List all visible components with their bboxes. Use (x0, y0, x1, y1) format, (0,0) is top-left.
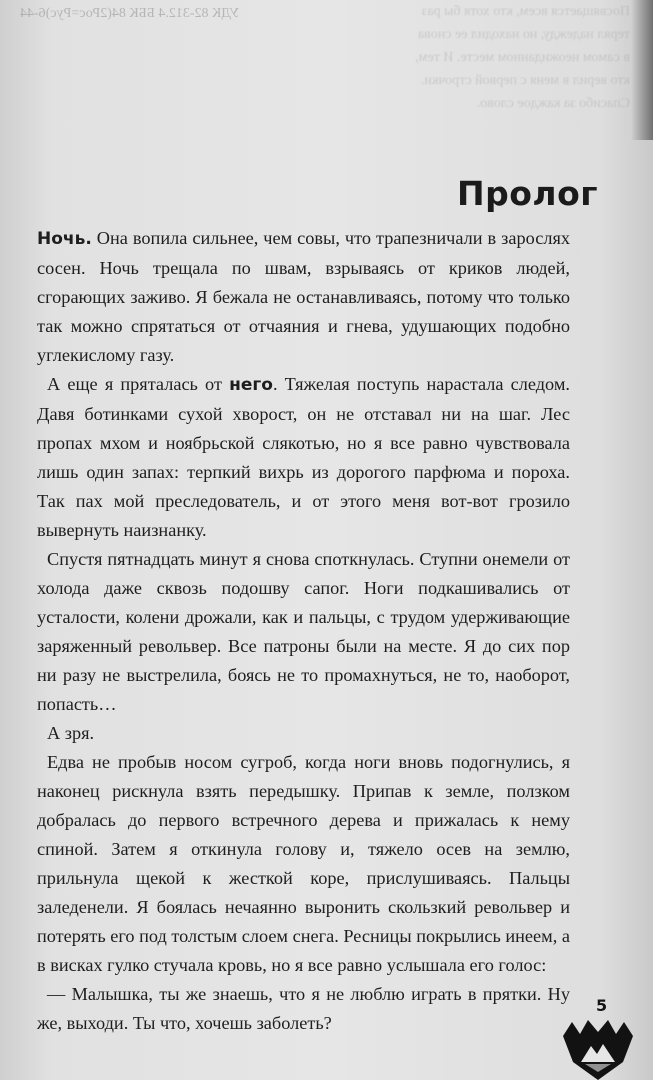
paragraph-5: Едва не пробыв носом сугроб, когда ноги вновь подогнулись, я наконец рискнула взять передышку. Припав к земле, ползком добралась до первого встречного дерева и прижалась к нему спиной. Затем я откинула голову и, тяжело осев на землю, прильнула щекой к жесткой коре, прислушиваясь. Пальцы заледенели. Я боялась нечаянно выронить скользкий револьвер и потерять его под толстым слоем снега. Ресницы покрылись инеем, а в висках гулко стучала кровь, но я все равно услышала его голос: (37, 752, 570, 975)
paragraph-2-pre: А еще я пряталась от (47, 374, 230, 394)
paragraph-3: Спустя пятнадцать минут я снова споткнулась. Ступни онемели от холода даже сквозь подошву сапог. Ноги подкашивались от усталости, колени дрожали, как и пальцы, с трудом удерживающие заряженный револьвер. Все патроны были на месте. Я до сих пор ни разу не выстрелила, боясь не то промахнуться, не то, наоборот, попасть… (37, 549, 570, 714)
opening-word: Ночь. (37, 229, 92, 249)
bleed-through-text: Посвящается всем, кто хотя бы раз терял надежду, но находил ее снова в самом неожиданном месте. И тем, кто верил в меня с первой строчки. Спасибо за каждое слово. (415, 4, 630, 111)
chapter-title: Пролог (457, 174, 598, 214)
emphasis-him: него (229, 375, 273, 395)
bleed-through-header: УДК 82-312.4 ББК 84(2Рос=Рус)6-44 (20, 6, 240, 21)
paragraph-4: А зря. (47, 723, 95, 743)
publisher-mountain-emblem-icon (563, 1018, 633, 1080)
page-number: 5 (596, 996, 608, 1015)
paragraph-1 (37, 224, 570, 370)
chapter-body (37, 224, 570, 1038)
paragraph-2-text: . Тяжелая поступь нарастала следом. Давя ботинками сухой хворост, он не отставал ни на шаг. Лес пропах мхом и ноябрьской слякотью, но я все равно чувствовала лишь один запах: терпкий вихрь из дорогого парфюма и пороха. Так пах мой преследователь, и от этого меня вот-вот грозило вывернуть наизнанку. (37, 374, 570, 540)
paragraph-6-dialogue: — Малышка, ты же знаешь, что я не люблю играть в прятки. Ну же, выходи. Ты что, хочешь заболеть? (37, 984, 570, 1033)
paragraph-1-text: Она вопила сильнее, чем совы, что трапезничали в зарослях сосен. Ночь трещала по швам, взрываясь от криков людей, сгорающих заживо. Я бежала не останавливаясь, потому что только так можно спрятаться от отчаяния и гнева, удушающих подобно углекислому газу. (37, 228, 570, 365)
paragraph-2 (37, 370, 570, 545)
page-spine-shadow (631, 0, 653, 140)
